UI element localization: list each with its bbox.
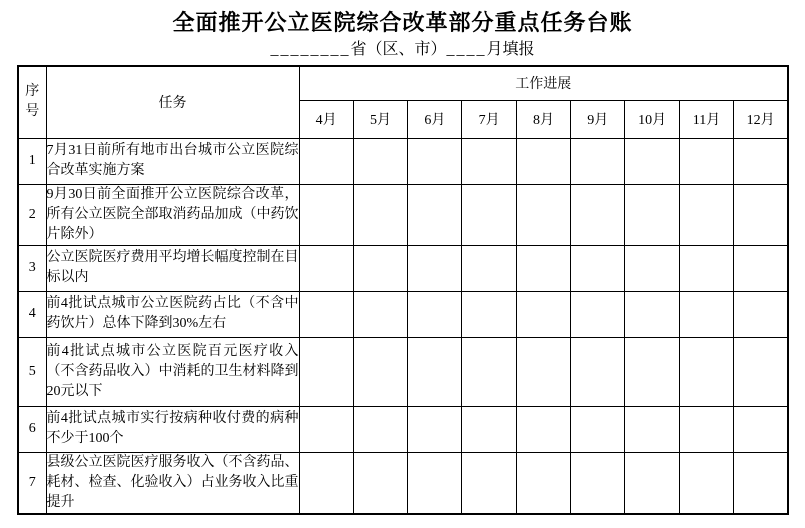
- progress-cell[interactable]: [462, 406, 516, 452]
- province-label: 省（区、市）: [350, 41, 447, 58]
- progress-cell[interactable]: [734, 245, 788, 291]
- progress-cell[interactable]: [734, 406, 788, 452]
- progress-cell[interactable]: [299, 291, 353, 337]
- progress-cell[interactable]: [516, 452, 570, 514]
- progress-cell[interactable]: [299, 337, 353, 406]
- month-label: 月填报: [486, 41, 535, 58]
- progress-cell[interactable]: [625, 406, 679, 452]
- progress-cell[interactable]: [353, 452, 407, 514]
- progress-cell[interactable]: [571, 406, 625, 452]
- progress-cell[interactable]: [734, 337, 788, 406]
- month-blank-field[interactable]: ____: [446, 41, 487, 58]
- progress-cell[interactable]: [679, 138, 733, 184]
- progress-cell[interactable]: [734, 138, 788, 184]
- progress-cell[interactable]: [571, 138, 625, 184]
- progress-cell[interactable]: [516, 337, 570, 406]
- row-number: 3: [18, 245, 46, 291]
- progress-cell[interactable]: [299, 138, 353, 184]
- task-text: 9月30日前全面推开公立医院综合改革，所有公立医院全部取消药品加成（中药饮片除外）: [46, 184, 299, 245]
- task-text: 县级公立医院医疗服务收入（不含药品、耗材、检查、化验收入）占业务收入比重提升: [46, 452, 299, 514]
- task-text: 公立医院医疗费用平均增长幅度控制在目标以内: [46, 245, 299, 291]
- task-text: 7月31日前所有地市出台城市公立医院综合改革实施方案: [46, 138, 299, 184]
- progress-cell[interactable]: [462, 184, 516, 245]
- progress-cell[interactable]: [625, 291, 679, 337]
- progress-cell[interactable]: [679, 452, 733, 514]
- month-header-dec: 12月: [734, 100, 788, 138]
- progress-cell[interactable]: [299, 184, 353, 245]
- progress-cell[interactable]: [571, 245, 625, 291]
- progress-cell[interactable]: [571, 291, 625, 337]
- progress-cell[interactable]: [299, 406, 353, 452]
- month-header-apr: 4月: [299, 100, 353, 138]
- progress-cell[interactable]: [679, 245, 733, 291]
- table-row: [18, 245, 788, 291]
- progress-cell[interactable]: [679, 291, 733, 337]
- month-header-aug: 8月: [516, 100, 570, 138]
- progress-cell[interactable]: [734, 291, 788, 337]
- progress-cell[interactable]: [734, 452, 788, 514]
- progress-cell[interactable]: [516, 138, 570, 184]
- month-header-nov: 11月: [679, 100, 733, 138]
- row-number: 5: [18, 337, 46, 406]
- row-number: 4: [18, 291, 46, 337]
- month-header-sep: 9月: [571, 100, 625, 138]
- progress-cell[interactable]: [408, 291, 462, 337]
- progress-cell[interactable]: [353, 245, 407, 291]
- progress-cell[interactable]: [462, 138, 516, 184]
- col-header-progress: 工作进展: [299, 66, 788, 100]
- progress-cell[interactable]: [516, 184, 570, 245]
- progress-cell[interactable]: [571, 452, 625, 514]
- progress-cell[interactable]: [571, 184, 625, 245]
- month-header-oct: 10月: [625, 100, 679, 138]
- progress-cell[interactable]: [353, 337, 407, 406]
- table-row: [18, 406, 788, 452]
- progress-cell[interactable]: [679, 184, 733, 245]
- progress-cell[interactable]: [679, 406, 733, 452]
- progress-cell[interactable]: [353, 291, 407, 337]
- progress-cell[interactable]: [353, 138, 407, 184]
- progress-cell[interactable]: [571, 337, 625, 406]
- progress-cell[interactable]: [408, 138, 462, 184]
- header-row-top: [18, 66, 788, 100]
- progress-cell[interactable]: [625, 452, 679, 514]
- table-row: [18, 337, 788, 406]
- table-row: [18, 291, 788, 337]
- progress-cell[interactable]: [299, 245, 353, 291]
- row-number: 1: [18, 138, 46, 184]
- month-header-jun: 6月: [408, 100, 462, 138]
- progress-cell[interactable]: [353, 406, 407, 452]
- task-table: [17, 65, 789, 515]
- task-text: 前4批试点城市公立医院百元医疗收入（不含药品收入）中消耗的卫生材料降到20元以下: [46, 337, 299, 406]
- doc-subtitle: [0, 39, 805, 61]
- progress-cell[interactable]: [299, 452, 353, 514]
- row-number: 6: [18, 406, 46, 452]
- page-title: 全面推开公立医院综合改革部分重点任务台账: [172, 10, 633, 35]
- progress-cell[interactable]: [408, 184, 462, 245]
- task-text: 前4批试点城市实行按病种收付费的病种不少于100个: [46, 406, 299, 452]
- month-header-may: 5月: [353, 100, 407, 138]
- progress-cell[interactable]: [625, 138, 679, 184]
- table-row: [18, 138, 788, 184]
- col-header-task: 任务: [46, 66, 299, 138]
- progress-cell[interactable]: [625, 245, 679, 291]
- progress-cell[interactable]: [516, 245, 570, 291]
- progress-cell[interactable]: [625, 184, 679, 245]
- province-blank-field[interactable]: ________: [270, 41, 351, 58]
- progress-cell[interactable]: [408, 337, 462, 406]
- progress-cell[interactable]: [625, 337, 679, 406]
- table-row: [18, 452, 788, 514]
- progress-cell[interactable]: [462, 452, 516, 514]
- progress-cell[interactable]: [462, 245, 516, 291]
- col-header-index: 序号: [18, 66, 46, 138]
- month-header-jul: 7月: [462, 100, 516, 138]
- progress-cell[interactable]: [408, 452, 462, 514]
- row-number: 7: [18, 452, 46, 514]
- progress-cell[interactable]: [734, 184, 788, 245]
- task-text: 前4批试点城市公立医院药占比（不含中药饮片）总体下降到30%左右: [46, 291, 299, 337]
- progress-cell[interactable]: [679, 337, 733, 406]
- progress-cell[interactable]: [408, 245, 462, 291]
- progress-cell[interactable]: [462, 291, 516, 337]
- row-number: 2: [18, 184, 46, 245]
- progress-cell[interactable]: [353, 184, 407, 245]
- progress-cell[interactable]: [516, 406, 570, 452]
- progress-cell[interactable]: [516, 291, 570, 337]
- progress-cell[interactable]: [408, 406, 462, 452]
- progress-cell[interactable]: [462, 337, 516, 406]
- table-row: [18, 184, 788, 245]
